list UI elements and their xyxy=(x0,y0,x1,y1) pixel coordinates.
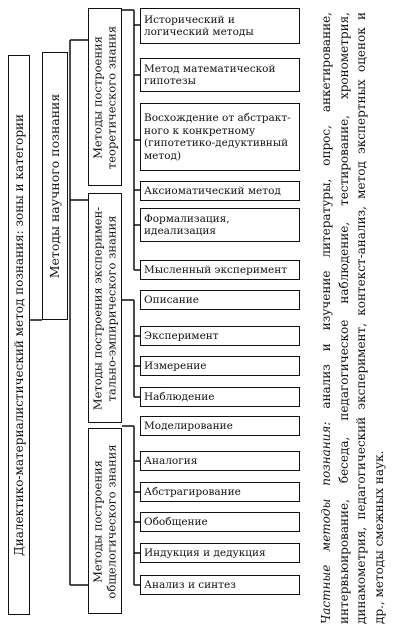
method-abstract-to-concrete: Восхождение от абстракт-ного к конкретному (гипотетико-дедуктивный метод) xyxy=(140,103,300,171)
method-formalization: Формализация, идеализация xyxy=(140,208,300,242)
scientific-title: Методы научного познания xyxy=(47,93,62,279)
method-abstraction: Абстрагирование xyxy=(140,482,300,502)
general-group-box xyxy=(88,428,122,614)
method-modeling: Моделирование xyxy=(140,416,300,436)
empirical-group-box xyxy=(88,193,122,423)
scientific-box xyxy=(42,52,68,320)
empirical-group-label: Методы построения эксперимен- тально-эмпирического знания xyxy=(90,206,118,410)
method-observation: Наблюдение xyxy=(140,387,300,407)
particular-methods-note xyxy=(303,8,403,628)
method-measurement: Измерение xyxy=(140,356,300,376)
theoretical-group-label: Методы построения теоретического знания xyxy=(90,25,118,169)
method-historical-logical: Исторический и логический методы xyxy=(140,8,300,44)
theoretical-group-box xyxy=(88,8,122,186)
method-math-hypothesis: Метод математической гипотезы xyxy=(140,58,300,92)
method-description: Описание xyxy=(140,290,300,310)
method-experiment: Эксперимент xyxy=(140,326,300,346)
method-analysis-synthesis: Анализ и синтез xyxy=(140,575,300,595)
root-box xyxy=(8,55,30,615)
note-text: анализ и изучение литературы, опрос, анкетирование, интервьюирование, беседа, педагогическое наблюдение, тестирование, хронометрия, динамометрия, педагогический эксперимент, контекст-анализ, метод экспертных оценок и др., методы смежных наук. xyxy=(319,12,386,624)
root-title: Диалектико-материалистический метод познания: зоны и категории xyxy=(12,113,26,557)
method-induction-deduction: Индукция и дедукция xyxy=(140,543,300,563)
method-generalization: Обобщение xyxy=(140,512,300,532)
method-analogy: Аналогия xyxy=(140,451,300,471)
note-lead: Частные методы познания: xyxy=(319,421,333,624)
method-axiomatic: Аксиоматический метод xyxy=(140,181,300,201)
general-group-label: Методы построения общелогического знания xyxy=(90,443,118,599)
method-thought-experiment: Мысленный эксперимент xyxy=(140,260,300,280)
